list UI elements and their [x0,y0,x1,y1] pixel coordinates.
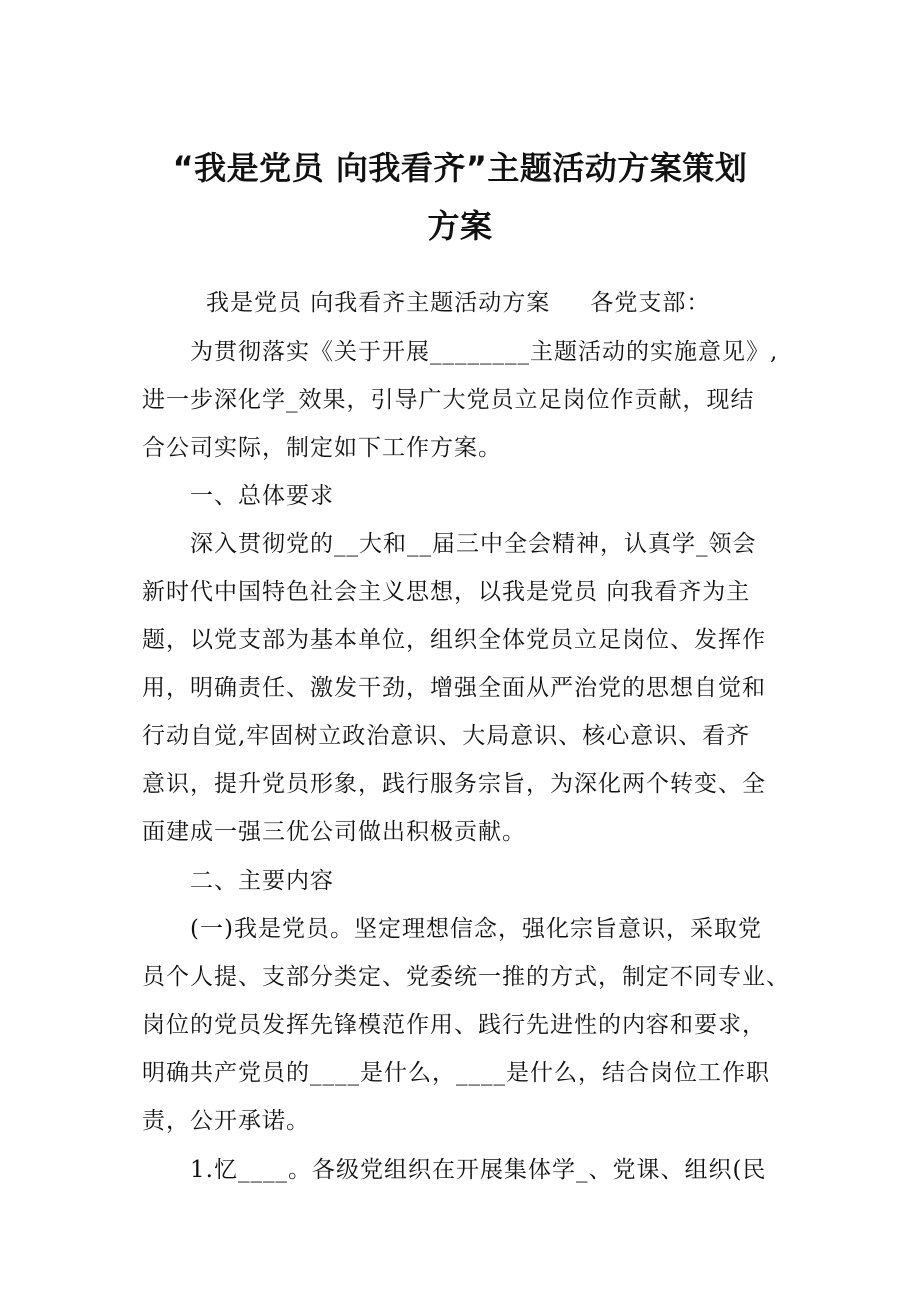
document-title-line-1: “我是党员 向我看齐”主题活动方案策划 [172,149,748,187]
paragraph-line: (一)我是党员。坚定理想信念，强化宗旨意识，采取党 [190,916,762,942]
intro-heading: 我是党员 向我看齐主题活动方案 [206,290,551,316]
intro-line [206,288,710,318]
document-title-line-2: 方案 [427,207,493,245]
paragraph-line: 用，明确责任、激发干劲，增强全面从严治党的思想自觉和 [142,675,766,701]
paragraph-line: 行动自觉,牢固树立政治意识、大局意识、核心意识、看齐 [142,723,751,749]
paragraph-line: 进一步深化学_效果，引导广大党员立足岗位作贡献，现结 [142,387,755,413]
paragraph-line: 新时代中国特色社会主义思想，以我是党员 向我看齐为主 [142,579,751,605]
paragraph-line: 面建成一强三优公司做出积极贡献。 [142,819,526,845]
section-heading: 一、总体要求 [190,483,334,509]
paragraph-line: 岗位的党员发挥先锋模范作用、践行先进性的内容和要求， [142,1012,766,1038]
paragraph-line: 题，以党支部为基本单位，组织全体党员立足岗位、发挥作 [142,627,766,653]
paragraph-line: 责，公开承诺。 [142,1108,310,1134]
paragraph-line: 1.忆____。各级党组织在开展集体学_、党课、组织(民 [190,1157,767,1183]
salutation: 各党支部： [590,290,711,316]
paragraph-line: 为贯彻落实《关于开展________主题活动的实施意见》, [190,339,779,365]
paragraph-line: 深入贯彻党的__大和__届三中全会精神，认真学_领会 [190,531,757,557]
paragraph-line: 员个人提、支部分类定、党委统一推的方式，制定不同专业、 [142,964,790,990]
section-heading: 二、主要内容 [190,868,334,894]
paragraph-line: 意识，提升党员形象，践行服务宗旨，为深化两个转变、全 [142,771,766,797]
paragraph-line: 明确共产党员的____是什么，____是什么，结合岗位工作职 [142,1060,770,1086]
paragraph-line: 合公司实际，制定如下工作方案。 [142,435,502,461]
